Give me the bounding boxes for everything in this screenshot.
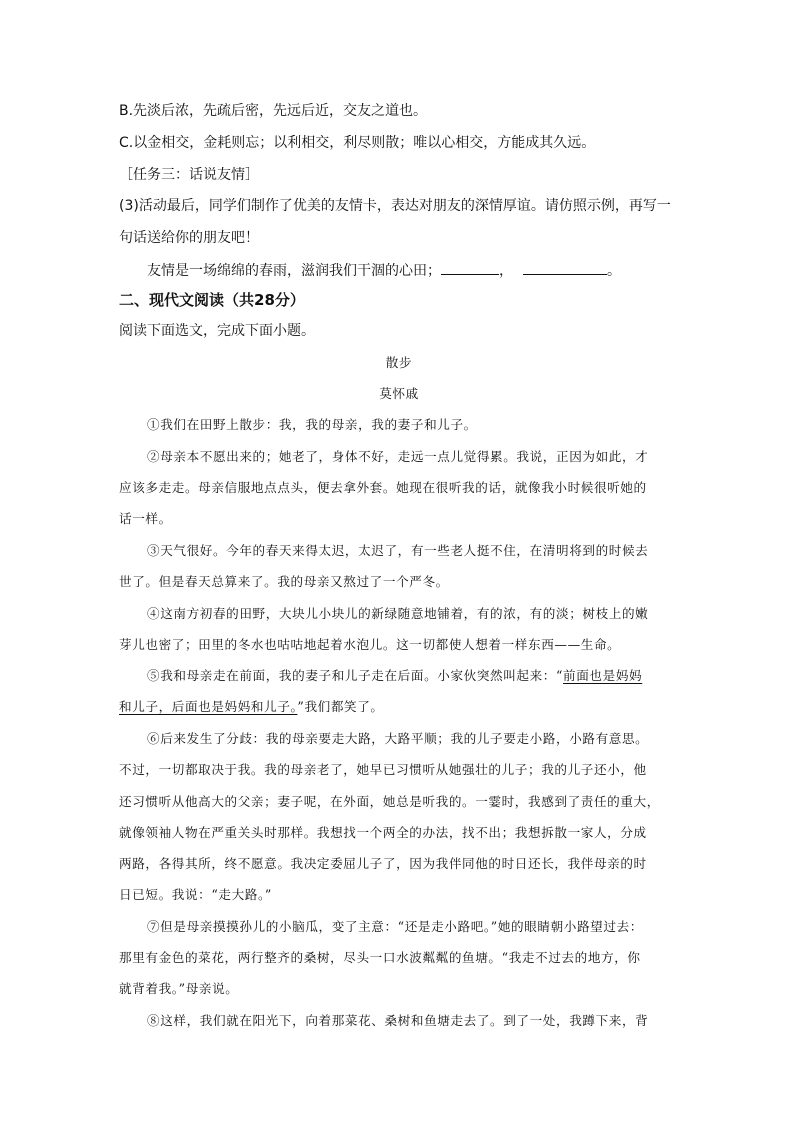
option-c: C.以金相交，金耗则忘；以利相交，利尽则散；唯以心相交，方能成其久远。 — [119, 135, 596, 151]
paragraph-5-end: ”我们都笑了。 — [297, 699, 384, 714]
task3-title: ［任务三：话说友情］ — [119, 167, 259, 183]
paragraph-6-line2: 不过，一切都取决于我。我的母亲老了，她早已习惯听从她强壮的儿子；我的儿子还小，他 — [119, 762, 647, 777]
example-comma: ， — [499, 263, 513, 279]
paragraph-6-line5: 两路，各得其所，终不愿意。我决定委屈儿子了，因为我伴同他的时日还长，我伴母亲的时 — [119, 856, 647, 871]
option-b: B.先淡后浓，先疏后密，先远后近，交友之道也。 — [119, 103, 428, 119]
task3-prompt-line2: 句话送给你的朋友吧！ — [119, 230, 259, 246]
article-author: 莫怀戚 — [379, 386, 419, 401]
underlined-quote-part1: 前面也是妈妈 — [563, 668, 643, 683]
paragraph-3-line2: 世了。但是春天总算来了。我的母亲又熬过了一个严冬。 — [119, 574, 449, 589]
paragraph-5-text: ⑤我和母亲走在前面，我的妻子和儿子走在后面。小家伙突然叫起来：“ — [147, 668, 564, 683]
paragraph-2-line2: 应该多走走。母亲信服地点点头，便去拿外套。她现在很听我的话，就像我小时候很听她的 — [119, 480, 647, 495]
task3-example — [147, 259, 621, 281]
task3-prompt-line1: (3)活动最后，同学们制作了优美的友情卡，表达对朋友的深情厚谊。请仿照示例，再写一 — [119, 198, 671, 214]
paragraph-6-line6: 日已短。我说：“走大路。” — [119, 887, 272, 902]
paragraph-5-line2 — [119, 697, 384, 717]
paragraph-2-line3: 话一样。 — [119, 511, 172, 526]
paragraph-7-line2: 那里有金色的菜花，两行整齐的桑树，尽头一口水波粼粼的鱼塘。“我走不过去的地方，你 — [119, 950, 641, 965]
paragraph-6-line1: ⑥后来发生了分歧：我的母亲要走大路，大路平顺；我的儿子要走小路，小路有意思。 — [147, 731, 649, 746]
paragraph-3-line1: ③天气很好。今年的春天来得太迟，太迟了，有一些老人挺不住，在清明将到的时候去 — [147, 543, 649, 558]
example-prefix: 友情是一场绵绵的春雨，滋润我们干涸的心田； — [147, 263, 441, 279]
paragraph-6-line3: 还习惯听从他高大的父亲；妻子呢，在外面，她总是听我的。一霎时，我感到了责任的重大， — [119, 794, 660, 809]
answer-blank-1[interactable] — [441, 259, 499, 275]
paragraph-7-line3: 就背着我。”母亲说。 — [119, 981, 239, 996]
section-instruction: 阅读下面选文，完成下面小题。 — [119, 323, 315, 339]
underlined-quote-part2: 和儿子，后面也是妈妈和儿子。 — [119, 699, 298, 714]
document-page — [119, 0, 679, 1123]
paragraph-1: ①我们在田野上散步：我，我的母亲，我的妻子和儿子。 — [147, 417, 477, 432]
paragraph-4-line1: ④这南方初春的田野，大块儿小块儿的新绿随意地铺着，有的浓，有的淡；树枝上的嫩 — [147, 606, 649, 621]
paragraph-7-line1: ⑦但是母亲摸摸孙儿的小脑瓜，变了主意：“还是走小路吧。”她的眼睛朝小路望过去： — [147, 919, 643, 934]
section-heading: 二、现代文阅读（共28分） — [119, 291, 305, 309]
paragraph-5-line1 — [147, 666, 642, 686]
paragraph-6-line4: 就像领袖人物在严重关头时那样。我想找一个两全的办法，找不出；我想拆散一家人，分成 — [119, 825, 647, 840]
answer-blank-2[interactable] — [523, 259, 607, 275]
paragraph-2-line1: ②母亲本不愿出来的；她老了，身体不好，走远一点儿觉得累。我说，正因为如此，才 — [147, 449, 649, 464]
paragraph-8-line1: ⑧这样，我们就在阳光下，向着那菜花、桑树和鱼塘走去了。到了一处，我蹲下来，背 — [147, 1013, 649, 1028]
paragraph-4-line2: 芽儿也密了；田里的冬水也咕咕地起着水泡儿。这一切都使人想着一样东西——生命。 — [119, 637, 621, 652]
example-end: 。 — [607, 263, 621, 279]
article-title: 散步 — [385, 355, 413, 370]
